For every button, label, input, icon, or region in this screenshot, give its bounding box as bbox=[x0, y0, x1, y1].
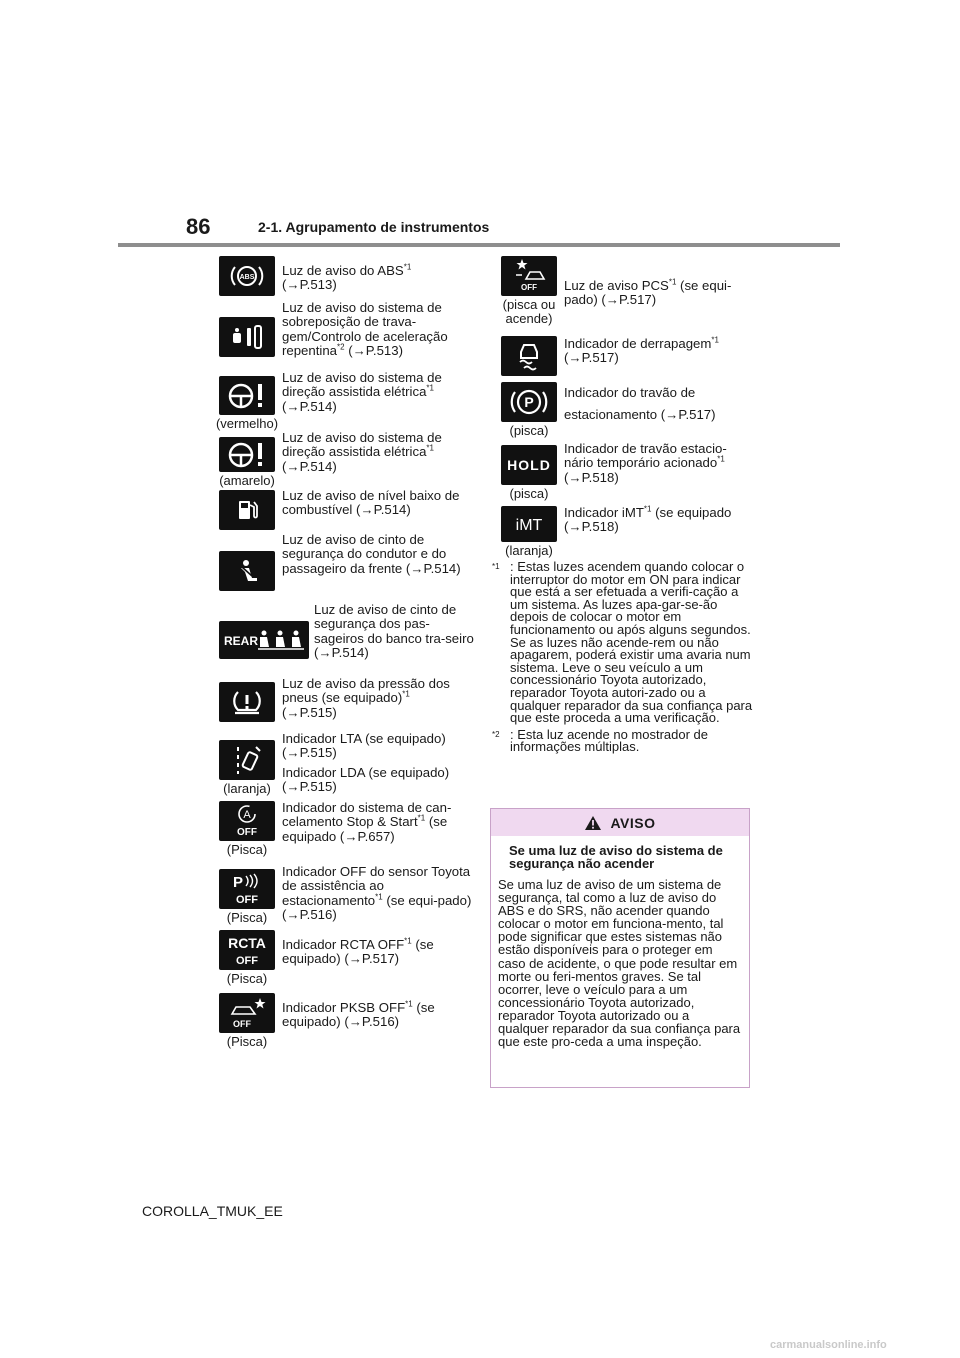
footnote-text: : Esta luz acende no mostrador de informações múltiplas. bbox=[510, 726, 709, 755]
footnote-item bbox=[492, 726, 754, 755]
footnote-ref: *1 bbox=[668, 277, 677, 287]
stop-start-off-icon bbox=[219, 801, 275, 841]
icon-caption: (vermelho) bbox=[215, 416, 279, 431]
indicator-row bbox=[500, 382, 752, 442]
stop-start-icon-off: OFF bbox=[237, 827, 257, 838]
hold-icon-label: HOLD bbox=[507, 457, 551, 473]
footnote-mark: *2 bbox=[492, 729, 500, 739]
tire-pressure-icon bbox=[219, 682, 275, 722]
footnote-text: : Estas luzes acendem quando colocar o interruptor do motor em ON para indicar que está a ser efetuada a verifi-cação a um sistema. As luzes apa-gar-se-ão depois de colocar o motor em funcionamento ou após alguns segundos. Se as luzes não acende-rem ou não apagarem, poderá existir uma avaria num sistema. Leve o seu veículo a um concessionário Toyota autorizado, reparador Toyota autori-zado ou a qualquer reparador da sua confiança para que este proceda a uma verificação. bbox=[510, 559, 753, 726]
page-reference: (→P.514) bbox=[282, 398, 337, 414]
page-reference: (se equipado) (→P.516) bbox=[282, 1000, 435, 1030]
icon-caption: (laranja) bbox=[505, 543, 553, 558]
brake-override-icon bbox=[219, 317, 275, 357]
indicator-row bbox=[218, 488, 476, 533]
header-rule bbox=[118, 243, 840, 247]
stop-start-icon-letter: A bbox=[243, 809, 251, 821]
indicator-description: Indicador do travão de estacionamento (→P.517) bbox=[564, 385, 716, 422]
rear-icon-label: REAR bbox=[224, 634, 259, 648]
footnote-ref: *2 bbox=[337, 342, 345, 352]
page-reference: (→P.513) bbox=[344, 342, 403, 358]
page-number: 86 bbox=[186, 214, 211, 239]
icon-caption: (pisca) bbox=[509, 423, 549, 438]
indicator-row bbox=[218, 677, 476, 732]
footnote-ref: *1 bbox=[405, 999, 413, 1009]
indicator-row bbox=[215, 370, 476, 431]
abs-icon-label: ABS bbox=[239, 274, 255, 281]
imt-indicator-icon bbox=[501, 506, 557, 542]
parking-icon-letter: P bbox=[233, 874, 244, 891]
indicator-description: Luz de aviso do sistema de direção assistida elétrica bbox=[282, 430, 442, 460]
steering-warning-icon bbox=[219, 376, 275, 415]
page-reference: (→P.515) bbox=[282, 704, 337, 720]
warning-header bbox=[491, 809, 749, 836]
indicator-description: Indicador PKSB OFF bbox=[282, 1000, 406, 1015]
parking-brake-icon bbox=[501, 382, 557, 422]
indicator-description: Luz de aviso de cinto de segurança do condutor e do passageiro da frente (→P.514) bbox=[282, 532, 461, 576]
abs-warning-icon bbox=[219, 256, 275, 296]
indicator-description: Luz de aviso PCS bbox=[564, 278, 669, 293]
indicator-description: Indicador do sistema de can-celamento Stop & Start bbox=[282, 800, 452, 830]
rcta-off-icon bbox=[219, 930, 275, 970]
page-reference: (se equipado (→P.518) bbox=[564, 505, 732, 535]
page-reference: (se equipado) (→P.517) bbox=[282, 937, 434, 967]
footnote-ref: *1 bbox=[426, 383, 434, 393]
page-reference: (→P.514) bbox=[282, 458, 337, 474]
page-reference: (se equi-pado) (→P.516) bbox=[282, 892, 472, 922]
indicator-row bbox=[500, 504, 752, 558]
footnote-mark: *1 bbox=[492, 562, 500, 571]
indicator-description: Luz de aviso do sistema de sobreposição de trava-gem/Controlo de aceleração repentina bbox=[282, 300, 448, 358]
indicator-description: Luz de aviso de nível baixo de combustível (→P.514) bbox=[282, 488, 460, 518]
footnote-ref: *1 bbox=[375, 892, 383, 902]
indicator-row bbox=[500, 442, 752, 504]
footnotes bbox=[492, 561, 754, 758]
indicator-row bbox=[218, 801, 476, 865]
page-reference: (→P.513) bbox=[282, 277, 337, 293]
footnote-ref: *1 bbox=[711, 335, 719, 345]
parking-icon-off: OFF bbox=[236, 894, 258, 906]
indicator-row bbox=[218, 256, 476, 301]
icon-caption: (amarelo) bbox=[219, 473, 275, 488]
indicator-description: Luz de aviso do ABS bbox=[282, 263, 404, 278]
indicator-description: Luz de aviso de cinto de segurança dos pas-sageiros do banco tra-seiro (→P.514) bbox=[314, 602, 474, 660]
page-reference: (→P.517) bbox=[564, 350, 619, 366]
page-reference: (se equipado (→P.657) bbox=[282, 814, 448, 844]
pcs-icon-off: OFF bbox=[521, 283, 537, 292]
warning-box bbox=[490, 808, 750, 1088]
icon-caption: (Pisca) bbox=[226, 910, 268, 925]
slip-indicator-icon bbox=[501, 336, 557, 376]
footnote-ref: *1 bbox=[717, 454, 725, 464]
indicator-row bbox=[500, 336, 752, 382]
warning-heading: AVISO bbox=[610, 814, 656, 831]
indicator-description: Luz de aviso do sistema de direção assistida elétrica bbox=[282, 370, 442, 400]
document-code: COROLLA_TMUK_EE bbox=[142, 1203, 283, 1219]
indicator-description: Indicador LTA (se equipado) (→P.515) bbox=[282, 731, 446, 761]
icon-caption: (laranja) bbox=[223, 781, 271, 796]
page-reference: (se equi-pado) (→P.517) bbox=[564, 278, 732, 308]
warning-title: Se uma luz de aviso do sistema de segurança não acender bbox=[509, 843, 723, 871]
indicator-row bbox=[218, 603, 476, 677]
parking-sensor-off-icon bbox=[219, 869, 275, 909]
pksb-off-icon bbox=[219, 993, 275, 1033]
indicator-description: Indicador RCTA OFF bbox=[282, 937, 405, 952]
icon-caption: (pisca) bbox=[509, 486, 549, 501]
section-title: 2-1. Agrupamento de instrumentos bbox=[258, 219, 490, 235]
watermark: carmanualsonline.info bbox=[770, 1339, 887, 1351]
indicator-row bbox=[218, 301, 476, 370]
icon-caption: (Pisca) bbox=[226, 1034, 268, 1049]
icon-caption: (Pisca) bbox=[226, 842, 268, 857]
lane-assist-icon bbox=[219, 740, 275, 780]
indicator-description: Indicador OFF do sensor Toyota de assistência ao estacionamento bbox=[282, 864, 471, 908]
footnote-ref: *1 bbox=[402, 689, 410, 699]
pksb-icon-off: OFF bbox=[233, 1019, 251, 1029]
indicator-row bbox=[218, 732, 476, 801]
indicator-description: Indicador de derrapagem bbox=[564, 336, 712, 351]
indicator-description: Indicador iMT bbox=[564, 505, 644, 520]
footnote-ref: *1 bbox=[417, 813, 426, 823]
steering-warning-icon bbox=[219, 437, 275, 472]
warning-triangle-icon bbox=[584, 815, 602, 831]
rear-seatbelt-icon bbox=[219, 621, 309, 659]
parking-brake-icon-letter: P bbox=[524, 394, 534, 410]
indicator-row bbox=[218, 533, 476, 603]
indicator-row bbox=[218, 930, 476, 993]
footnote-ref: *1 bbox=[403, 262, 412, 272]
seatbelt-icon bbox=[219, 551, 275, 591]
footnote-ref: *1 bbox=[426, 443, 434, 453]
right-indicator-column bbox=[500, 256, 752, 558]
indicator-description: Indicador de travão estacio-nário temporário acionado bbox=[564, 441, 727, 471]
rcta-icon-label: RCTA bbox=[228, 935, 266, 951]
indicator-row bbox=[218, 431, 476, 488]
footnote-item bbox=[492, 561, 754, 725]
indicator-description: Luz de aviso da pressão dos pneus (se equipado) bbox=[282, 676, 450, 706]
page-reference: (→P.518) bbox=[564, 469, 619, 485]
brake-hold-icon bbox=[501, 445, 557, 485]
indicator-row bbox=[218, 993, 476, 1051]
imt-icon-label: iMT bbox=[515, 517, 543, 534]
left-indicator-column bbox=[215, 256, 476, 1051]
pcs-warning-icon bbox=[501, 256, 557, 296]
fuel-pump-icon bbox=[219, 490, 275, 530]
indicator-description-secondary: Indicador LDA (se equipado) (→P.515) bbox=[282, 764, 450, 794]
indicator-row bbox=[218, 865, 476, 930]
warning-body: Se uma luz de aviso de um sistema de segurança, tal como a luz de aviso do ABS e do SRS, não acender quando colocar o motor em funciona-mento, tal pode significar que estes sistemas não estão disponíveis para o proteger em caso de acidente, o que pode resultar em morte ou feri-mentos graves. Se tal ocorrer, leve o veículo para a um concessionário Toyota autorizado, reparador Toyota autorizado ou a qualquer reparador da sua confiança para que este pro-ceda a uma inspeção. bbox=[498, 877, 741, 1050]
footnote-ref: *1 bbox=[404, 936, 412, 946]
rcta-icon-off: OFF bbox=[236, 955, 258, 967]
indicator-row bbox=[500, 256, 752, 336]
icon-caption: (Pisca) bbox=[226, 971, 268, 986]
footnote-ref: *1 bbox=[643, 504, 652, 514]
icon-caption: (pisca ou acende) bbox=[502, 297, 556, 326]
